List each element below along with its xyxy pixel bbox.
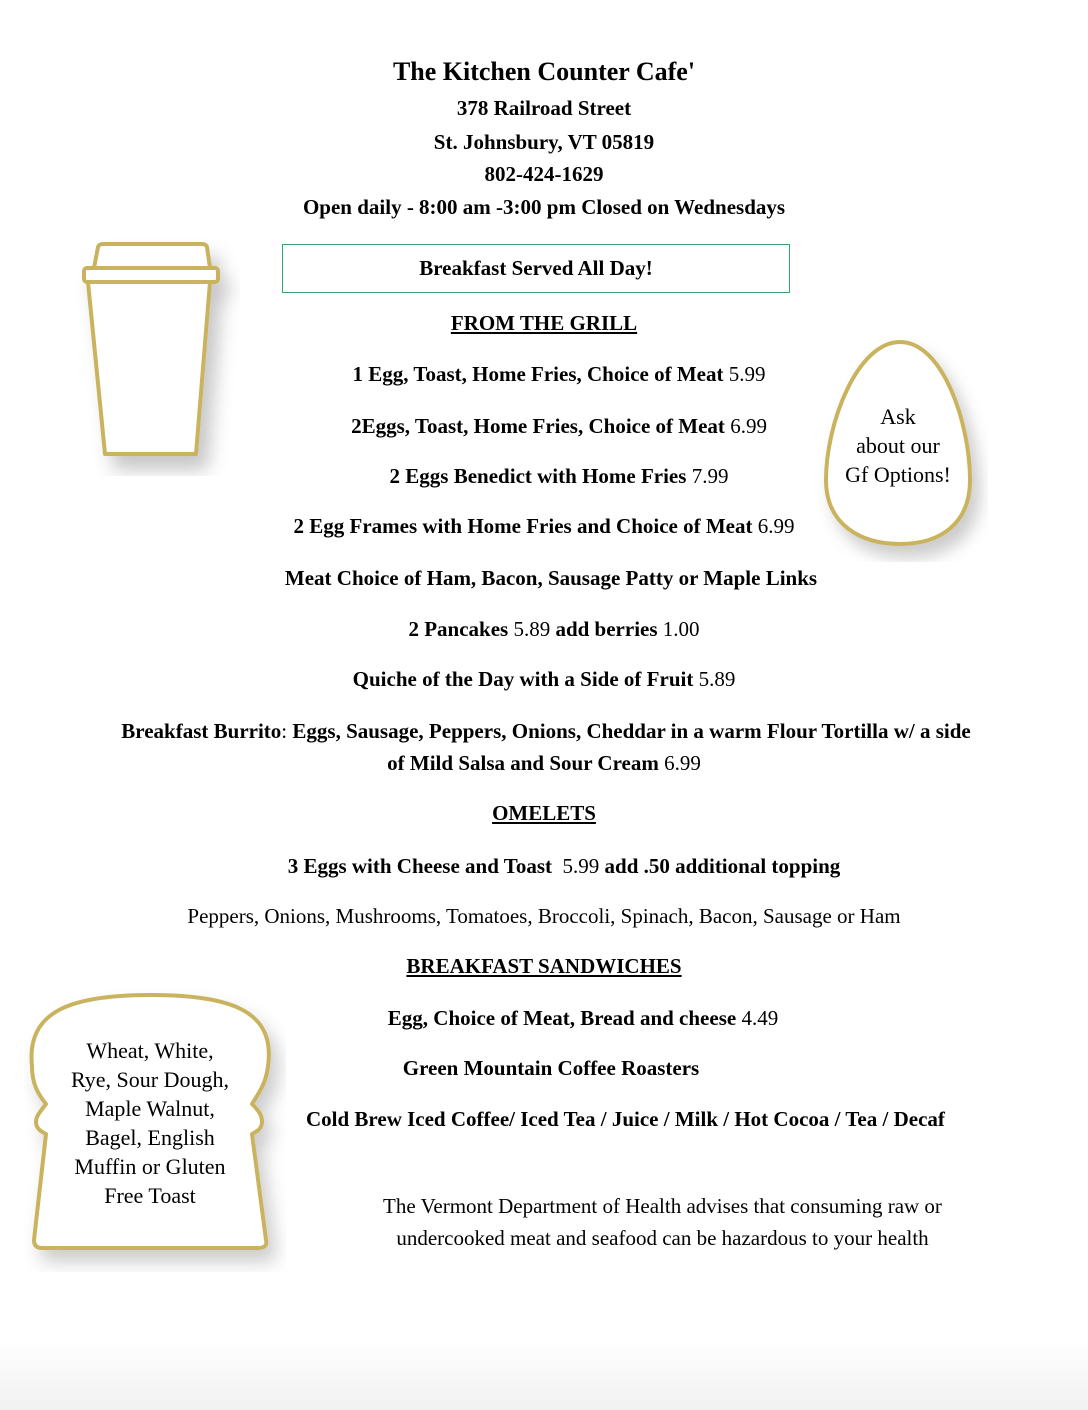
menu-item-burrito-cont: of Mild Salsa and Sour Cream 6.99 xyxy=(387,751,701,775)
health-advisory: The Vermont Department of Health advises that consuming raw or undercooked meat and seafood can be hazardous to your health xyxy=(383,1194,942,1250)
address-city: St. Johnsbury, VT 05819 xyxy=(433,130,655,154)
cafe-name: The Kitchen Counter Cafe' xyxy=(392,57,696,86)
menu-item: 2 Egg Frames with Home Fries and Choice of Meat 6.99 xyxy=(293,514,795,538)
omelet-toppings: Peppers, Onions, Mushrooms, Tomatoes, Broccoli, Spinach, Bacon, Sausage or Ham xyxy=(187,904,901,928)
address-street: 378 Railroad Street xyxy=(456,96,632,120)
menu-item-pancakes: 2 Pancakes 5.89 add berries 1.00 xyxy=(408,617,700,641)
section-title-sandwiches: BREAKFAST SANDWICHES xyxy=(406,954,682,978)
meat-choice: Meat Choice of Ham, Bacon, Sausage Patty or Maple Links xyxy=(284,566,818,590)
breakfast-all-day-banner: Breakfast Served All Day! xyxy=(282,244,790,293)
menu-item-burrito: Breakfast Burrito: Eggs, Sausage, Peppers, Onions, Cheddar in a warm Flour Tortilla w/ a side xyxy=(121,719,971,743)
bread-options-callout: Wheat, White, Rye, Sour Dough, Maple Walnut, Bagel, English Muffin or Gluten Free Toast xyxy=(70,1038,229,1208)
coffee-brand: Green Mountain Coffee Roasters xyxy=(402,1056,700,1080)
drinks-list: Cold Brew Iced Coffee/ Iced Tea / Juice / Milk / Hot Cocoa / Tea / Decaf xyxy=(306,1107,945,1131)
menu-item: 2Eggs, Toast, Home Fries, Choice of Meat 6.99 xyxy=(351,414,767,438)
coffee-cup-icon xyxy=(70,236,240,476)
phone-number: 802-424-1629 xyxy=(484,162,604,186)
menu-item: 1 Egg, Toast, Home Fries, Choice of Meat 5.99 xyxy=(352,362,766,386)
section-title-omelets: OMELETS xyxy=(492,801,596,825)
menu-item-sandwich: Egg, Choice of Meat, Bread and cheese 4.49 xyxy=(387,1006,779,1030)
page-bottom-shadow xyxy=(0,1340,1088,1410)
gf-options-callout: Ask about our Gf Options! xyxy=(845,404,951,487)
section-title-grill: FROM THE GRILL xyxy=(450,311,638,335)
menu-item-quiche: Quiche of the Day with a Side of Fruit 5.89 xyxy=(352,667,736,691)
hours: Open daily - 8:00 am -3:00 pm Closed on Wednesdays xyxy=(302,195,786,219)
menu-item-omelet: 3 Eggs with Cheese and Toast 5.99 add .50 additional topping xyxy=(287,854,841,878)
menu-item: 2 Eggs Benedict with Home Fries 7.99 xyxy=(389,464,729,488)
